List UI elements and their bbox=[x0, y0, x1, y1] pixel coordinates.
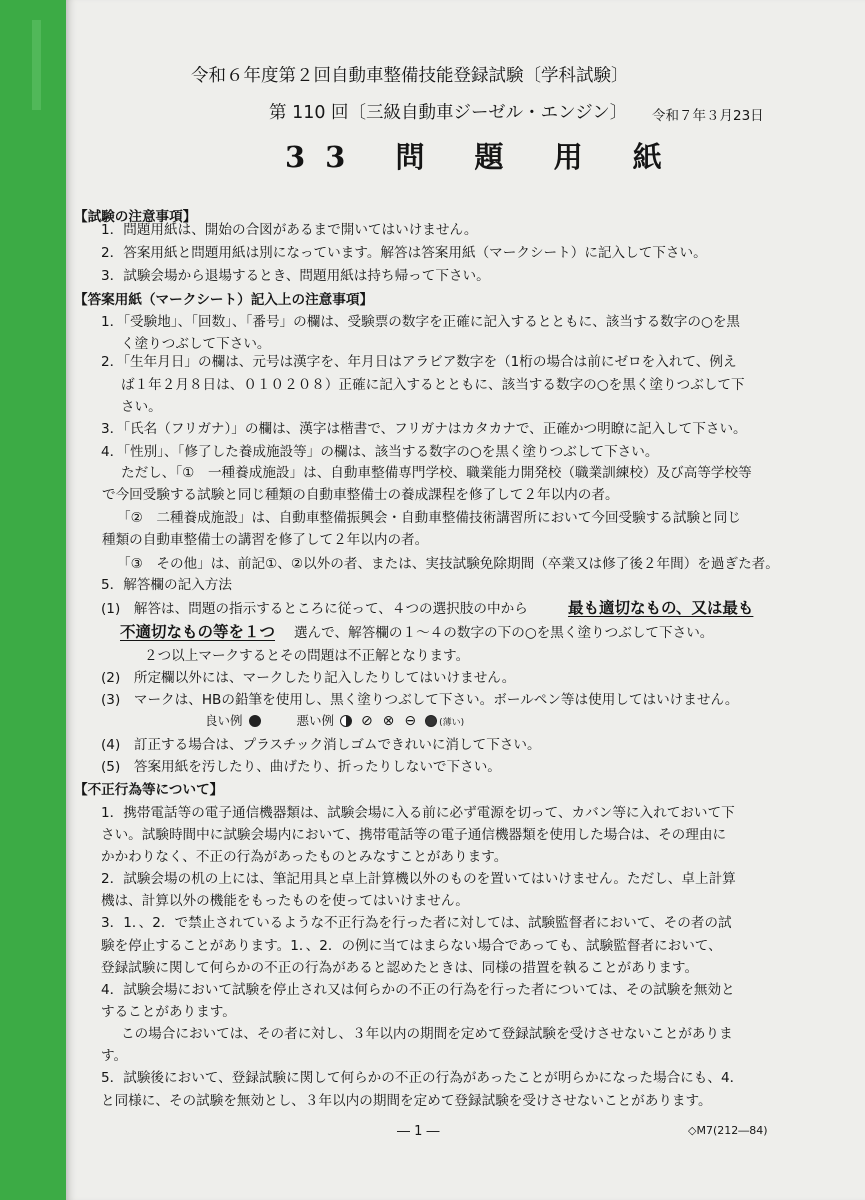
text-line: (1) 解答は、問題の指示するところに従って、４つの選択肢の中から bbox=[101, 601, 528, 617]
document-code: ◇M7(212―84) bbox=[688, 1124, 768, 1137]
light-filled-circle-icon bbox=[425, 715, 437, 727]
section-title-answer-sheet: 【答案用紙（マークシート）記入上の注意事項】 bbox=[74, 292, 374, 308]
text-line: す。 bbox=[101, 1048, 128, 1064]
text-line: 5．解答欄の記入方法 bbox=[101, 577, 232, 593]
page-number: ― 1 ― bbox=[397, 1124, 440, 1139]
section-title-exam-notes: 【試験の注意事項】 bbox=[74, 209, 197, 225]
text-line: かかわりなく、不正の行為があったものとみなすことがあります。 bbox=[101, 849, 508, 865]
page-title: 33 問 題 用 紙 bbox=[285, 140, 682, 174]
text-line: 登録試験に関して何らかの不正の行為があると認めたときは、同様の措置を執ることがあります。 bbox=[101, 960, 699, 976]
text-line: 機は、計算以外の機能をもったものを使ってはいけません。 bbox=[101, 893, 469, 909]
light-label: (薄い) bbox=[439, 718, 465, 728]
text-line: 2．答案用紙と問題用紙は別になっています。解答は答案用紙（マークシート）に記入して下さい。 bbox=[101, 245, 707, 261]
struck-circle-icon: ⊖ bbox=[404, 713, 417, 729]
text-line: 「② 二種養成施設」は、自動車整備振興会・自動車整備技術講習所において今回受験する試験と同じ bbox=[117, 510, 741, 526]
text-line: 験を停止することがあります。1．、2．の例に当てはまらない場合であっても、試験監督者において、 bbox=[101, 938, 722, 954]
crossed-circle-icon: ⊘ bbox=[360, 713, 373, 729]
bad-example-label: 悪い例 bbox=[296, 713, 334, 728]
text-line: (4) 訂正する場合は、プラスチック消しゴムできれいに消して下さい。 bbox=[101, 737, 541, 753]
text-line: 2．「生年月日」の欄は、元号は漢字を、年月日はアラビア数字を（1桁の場合は前にゼロを入れて、例え bbox=[101, 354, 737, 370]
text-line: 5．試験後において、登録試験に関して何らかの不正の行為があったことが明らかになった場合にも、4． bbox=[101, 1070, 744, 1086]
text-line: することがあります。 bbox=[101, 1004, 236, 1020]
text-line: 1．携帯電話等の電子通信機器類は、試験会場に入る前に必ず電源を切って、カバン等に入れておいて下 bbox=[101, 805, 735, 821]
text-line: ば１年２月８日は、０１０２０８）正確に記入するとともに、該当する数字の○を黒く塗りつぶして下 bbox=[121, 377, 745, 393]
emphasis-text: 最も適切なもの、又は最も bbox=[568, 599, 754, 617]
text-line: (3) マークは、HBの鉛筆を使用し、黒く塗りつぶして下さい。ボールペン等は使用してはいけません。 bbox=[101, 692, 739, 708]
filled-circle-icon bbox=[249, 715, 261, 727]
text-line: 選んで、解答欄の１～４の数字の下の○を黒く塗りつぶして下さい。 bbox=[294, 625, 714, 641]
text-line: 3．試験会場から退場するとき、問題用紙は持ち帰って下さい。 bbox=[101, 268, 490, 284]
text-line: 3．1．、2．で禁止されているような不正行為を行った者に対しては、試験監督者において、その者の試 bbox=[101, 915, 732, 931]
text-line: く塗りつぶして下さい。 bbox=[121, 336, 271, 352]
text-line: さい。 bbox=[121, 399, 162, 415]
half-filled-circle-icon bbox=[340, 715, 352, 727]
text-line: 3．「氏名（フリガナ）」の欄は、漢字は楷書で、フリガナはカタカナで、正確かつ明瞭に記入して下さい。 bbox=[101, 421, 747, 437]
text-line: 1．「受験地」、「回数」、「番号」の欄は、受験票の数字を正確に記入するとともに、該当する数字の○を黒 bbox=[101, 314, 741, 330]
text-line: この場合においては、その者に対し、３年以内の期間を定めて登録試験を受けさせないことがありま bbox=[121, 1026, 733, 1042]
emphasis-text: 不適切なもの等を１つ bbox=[120, 623, 276, 641]
text-line: 2．試験会場の机の上には、筆記用具と卓上計算機以外のものを置いてはいけません。ただし、卓上計算 bbox=[101, 871, 736, 887]
text-line: ２つ以上マークするとその問題は不正解となります。 bbox=[144, 648, 470, 664]
text-line: 1．問題用紙は、開始の合図があるまで開いてはいけません。 bbox=[101, 222, 478, 238]
marking-examples bbox=[205, 712, 464, 732]
text-line: と同様に、その試験を無効とし、３年以内の期間を定めて登録試験を受けさせないことがあります。 bbox=[101, 1093, 712, 1109]
exam-header-line2: 第 110 回〔三級自動車ジーゼル・エンジン〕 bbox=[269, 103, 628, 123]
text-line: (5) 答案用紙を汚したり、曲げたり、折ったりしないで下さい。 bbox=[101, 759, 501, 775]
exam-date: 令和７年３月23日 bbox=[652, 108, 764, 124]
good-example-label: 良い例 bbox=[205, 713, 243, 728]
text-line: 種類の自動車整備士の講習を修了して２年以内の者。 bbox=[102, 532, 429, 548]
text-line: で今回受験する試験と同じ種類の自動車整備士の養成課程を修了して２年以内の者。 bbox=[102, 487, 619, 503]
text-line: ただし、「① 一種養成施設」は、自動車整備専門学校、職業能力開発校（職業訓練校）及び高等学校等 bbox=[121, 465, 752, 481]
checked-circle-icon: ⊗ bbox=[382, 713, 395, 729]
text-line: 「③ その他」は、前記①、②以外の者、または、実技試験免除期間（卒業又は修了後２年間）を過ぎた者。 bbox=[117, 556, 779, 572]
text-line: さい。試験時間中に試験会場内において、携帯電話等の電子通信機器類を使用した場合は、その理由に bbox=[101, 827, 727, 843]
green-binding-strip bbox=[0, 0, 67, 1200]
exam-header-line1: 令和６年度第２回自動車整備技能登録試験〔学科試験〕 bbox=[191, 66, 629, 86]
text-line: 4．「性別」、「修了した養成施設等」の欄は、該当する数字の○を黒く塗りつぶして下さい。 bbox=[101, 444, 659, 460]
section-title-misconduct: 【不正行為等について】 bbox=[74, 782, 224, 798]
text-line: (2) 所定欄以外には、マークしたり記入したりしてはいけません。 bbox=[101, 670, 516, 686]
text-line: 4．試験会場において試験を停止され又は何らかの不正の行為を行った者については、その試験を無効と bbox=[101, 982, 735, 998]
